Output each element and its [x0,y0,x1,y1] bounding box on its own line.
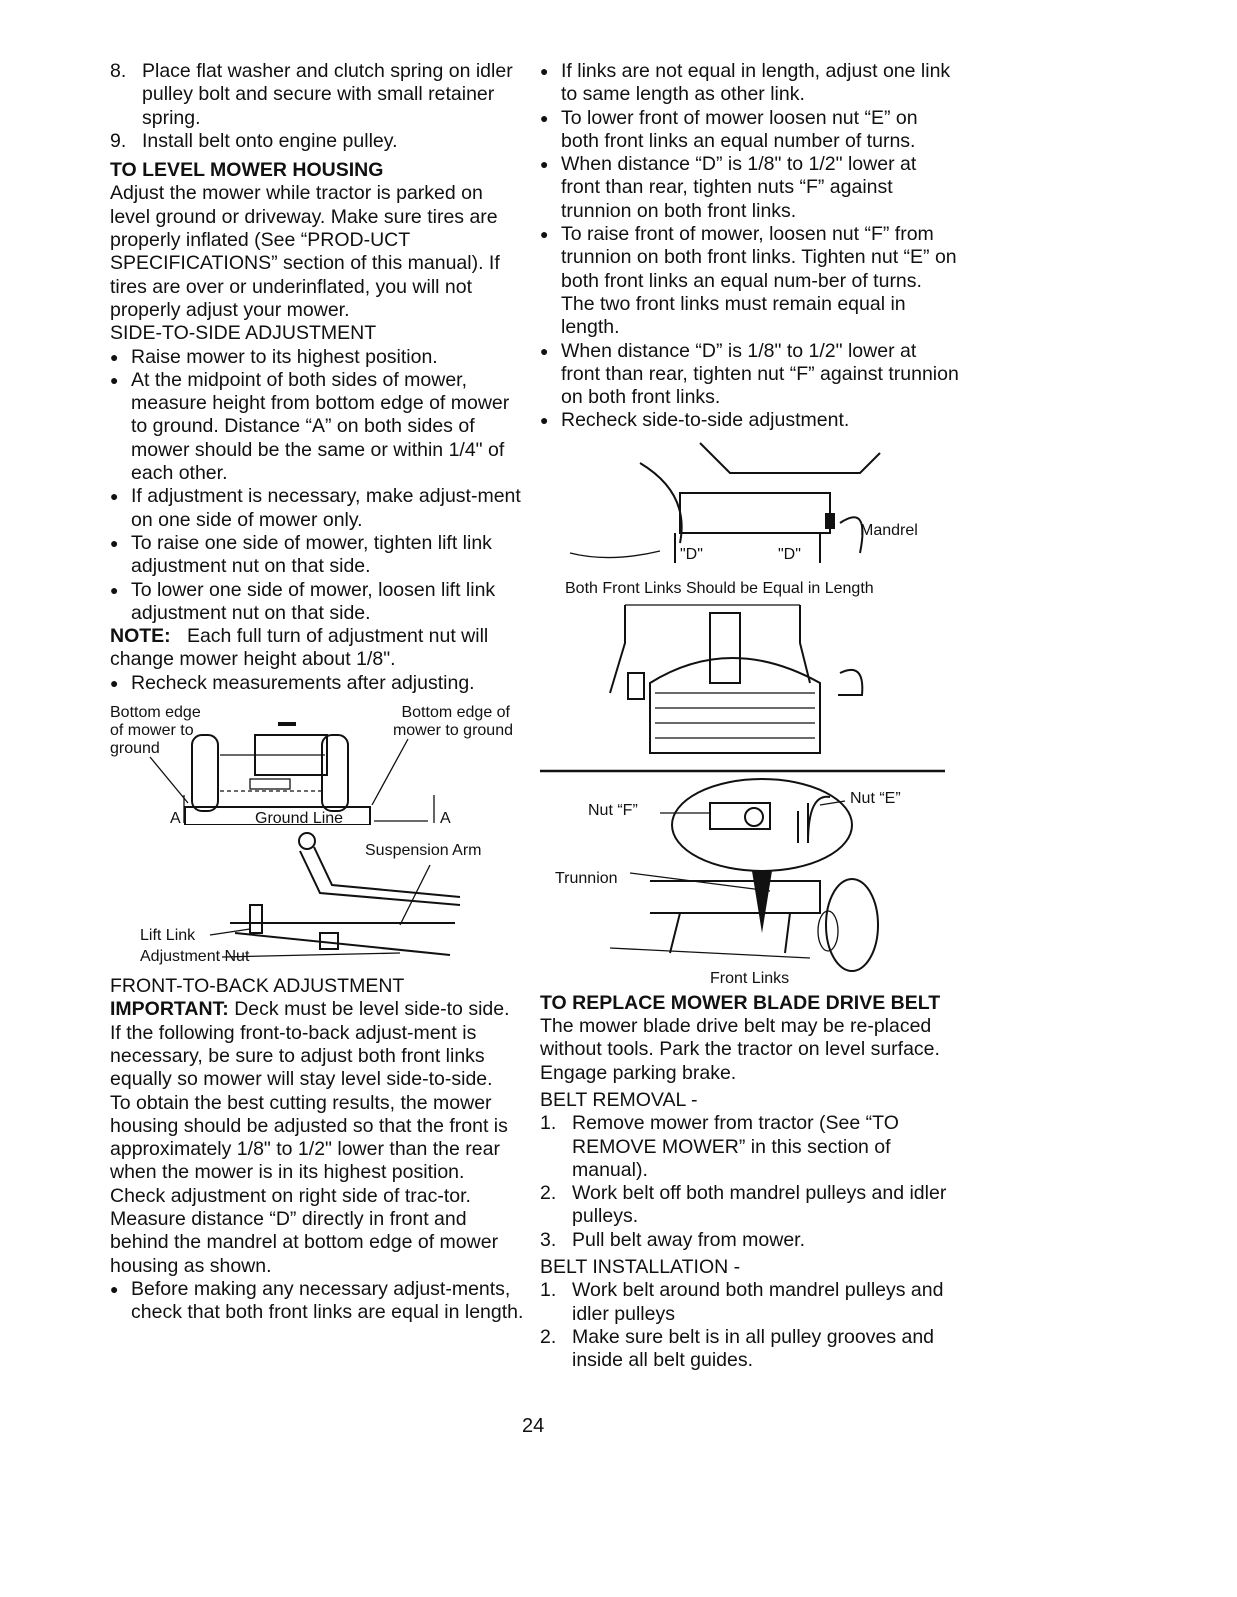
step-number: 8. [110,60,127,82]
trunnion-bar [710,803,770,829]
fig1-left-label-1: Bottom edge [110,704,201,722]
ground-line-label: Ground Line [255,810,344,826]
bullet-text: To lower one side of mower, loosen lift link adjustment nut on that side. [131,578,496,624]
bullet-dot: ● [540,109,549,126]
pointer-line [400,865,430,925]
mower-frame [650,881,820,913]
front-bullet [540,60,960,107]
replace-paragraph: The mower blade drive belt may be re-placed without tools. Park the tractor on level surface. Engage parking brake. [540,1015,940,1084]
hook [838,670,862,695]
fig2-adjustment-nut-label: Adjustment Nut [140,948,250,966]
before-bullet [110,1278,525,1325]
important-note [110,998,525,1091]
lift-link [235,933,450,955]
trunnion-label: Trunnion [555,869,618,887]
trunnion-nut-diagram [540,773,960,988]
side-bullet [110,346,525,369]
belt-curve [640,463,682,543]
front-bullet [540,340,960,410]
front-links-label: Front Links [710,969,790,987]
fig1-right-label-2: mower to ground [392,722,513,740]
bullet-text: When distance “D” is 1/8" to 1/2" lower at front than rear, tighten nuts “F” against trunnion on both front links. [561,153,917,222]
bullet-text: Raise mower to its highest position. [131,345,438,368]
bullet-text: To raise one side of mower, tighten lift link adjustment nut on that side. [131,531,492,578]
bottom-bar [610,948,810,958]
step-number: 2. [540,1325,557,1348]
bullet-dot: ● [110,348,119,365]
note-label: NOTE: [110,625,171,648]
left-column [110,60,525,1324]
a-right-label: A [440,810,451,826]
bullet-dot: ● [110,581,119,598]
bullet-text: If adjustment is necessary, make adjust-ment on one side of mower only. [131,485,521,531]
bullet-text: At the midpoint of both sides of mower, measure height from bottom edge of mower to ground. Distance “A” on both sides of mower should be the same or within 1/4" of each other. [131,368,510,485]
bullet-dot: ● [110,534,119,551]
seat-mark [278,722,296,726]
mandrel-distance-diagram [540,433,960,773]
bullet-dot: ● [540,156,549,173]
bullet-text: Before making any necessary adjust-ments, check that both front links are equal in length. [131,1277,524,1324]
step-9 [110,130,525,153]
front-links [670,913,790,953]
bullet-text: To lower front of mower loosen nut “E” on both front links an equal number of turns. [561,106,918,152]
bullet-dot: ● [110,488,119,505]
tire-tread [655,693,815,738]
d-right-label: "D" [778,545,801,563]
install-step [540,1326,960,1373]
left-tire [192,735,218,811]
bullet-dot: ● [540,412,549,429]
detail-circle [672,779,852,871]
belt-installation-heading: BELT INSTALLATION - [540,1256,741,1279]
important-label: IMPORTANT: [110,998,229,1021]
side-bullet [110,369,525,485]
note [110,625,525,672]
bullet-dot: ● [110,371,119,388]
front-wheel [826,879,878,971]
front-bullet [540,107,960,154]
fig2-suspension-arm-label: Suspension Arm [365,842,482,860]
side-bullet [110,485,525,532]
right-front-link [800,605,810,683]
side-bullet [110,579,525,626]
suspension-arm [300,851,460,905]
bullet-dot: ● [540,226,549,243]
step-8 [110,60,525,130]
page-number: 24 [522,1415,545,1437]
bullet-dot: ● [110,1280,119,1297]
important-text: Deck must be level side-to side. If the following front-to-back adjust-ment is necessary, be sure to adjust both front links equally so mower will stay level side-to-side. [110,998,510,1091]
a-left-label: A [170,810,181,826]
recheck-bullet [110,672,525,695]
note-text: Each full turn of adjustment nut will change mower height about 1/8". [110,625,489,671]
side-to-side-heading: SIDE-TO-SIDE ADJUSTMENT [110,322,377,345]
bullet-text: If links are not equal in length, adjust one link to same length as other link. [561,60,951,106]
step-text: Remove mower from tractor (See “TO REMOVE MOWER” in this section of manual). [572,1112,899,1181]
bullet-text: When distance “D” is 1/8" to 1/2" lower at front than rear, tighten nut “F” against trunnion on both front links. [561,339,959,409]
fig3-caption: Both Front Links Should be Equal in Length [565,579,874,597]
pivot-circle [299,833,315,849]
removal-step [540,1229,960,1252]
step-text: Pull belt away from mower. [572,1228,806,1251]
replace-belt-heading: TO REPLACE MOWER BLADE DRIVE BELT [540,991,941,1014]
level-paragraph: Adjust the mower while tractor is parked on level ground or driveway. Make sure tires are properly inflated (See “PROD-UCT SPECIFICATIONS” section of this manual). If tires are over or underinflated, you will not properly adjust your mower. [110,182,500,321]
fig1-right-label-1: Bottom edge of [401,704,510,722]
pointer-line [150,757,188,803]
obtain-paragraph: To obtain the best cutting results, the mower housing should be adjusted so that the front is approximately 1/8" to 1/2" lower than the rear when the mower is in its highest position. [110,1091,508,1184]
nut-f [745,808,763,826]
step-number: 3. [540,1228,557,1251]
step-text: Place flat washer and clutch spring on idler pulley bolt and secure with small retainer spring. [142,60,513,129]
step-text: Make sure belt is in all pulley grooves and inside all belt guides. [572,1325,935,1372]
d-left-label: "D" [680,545,703,563]
bullet-text: Recheck side-to-side adjustment. [561,409,850,432]
step-number: 1. [540,1279,557,1302]
fig2-lift-link-label: Lift Link [140,927,196,945]
bullet-text: Recheck measurements after adjusting. [131,671,475,694]
center-post [710,613,740,683]
removal-step [540,1112,960,1182]
front-to-back-heading: FRONT-TO-BACK ADJUSTMENT [110,975,405,998]
bullet-dot: ● [540,63,549,79]
bullet-dot: ● [110,674,119,691]
right-column [540,60,960,1373]
deck-top [700,443,880,473]
pointer-line [372,739,408,805]
trunnion-block [628,673,644,699]
fig1-left-label-2: of mower to [110,722,194,740]
mandrel-block [825,513,835,529]
mower-housing [680,493,830,533]
mandrel-label: Mandrel [860,521,918,539]
step-text: Install belt onto engine pulley. [142,129,398,152]
tire [650,658,820,753]
bracket [250,905,262,933]
side-bullet [110,532,525,579]
install-step [540,1279,960,1326]
front-bullet [540,153,960,223]
fig1-left-label-3: ground [110,740,160,758]
front-bullet [540,409,960,432]
removal-step [540,1182,960,1229]
suspension-arm-diagram [110,825,525,973]
belt-line [570,551,660,558]
step-number: 9. [110,129,127,152]
step-text: Work belt off both mandrel pulleys and idler pulleys. [572,1182,947,1228]
step-text: Work belt around both mandrel pulleys and idler pulleys [572,1279,944,1325]
step-number: 1. [540,1112,557,1135]
mower-height-diagram [110,695,525,825]
bullet-text: To raise front of mower, loosen nut “F” from trunnion on both front links. Tighten nut “E” on both front links an equal num-ber of turns. The two front links must remain equal in length. [561,223,957,339]
bullet-dot: ● [540,342,549,359]
right-tire [322,735,348,811]
nut-f-label: Nut “F” [588,801,638,819]
level-heading: TO LEVEL MOWER HOUSING [110,159,384,182]
front-bullet [540,223,960,339]
check-paragraph: Check adjustment on right side of trac-tor. Measure distance “D” directly in front and behind the mandrel at bottom edge of mower housing as shown. [110,1184,499,1277]
belt-removal-heading: BELT REMOVAL - [540,1088,698,1111]
step-number: 2. [540,1182,557,1205]
deck [250,779,290,789]
nut-e-label: Nut “E” [850,789,901,807]
left-front-link [610,605,625,693]
